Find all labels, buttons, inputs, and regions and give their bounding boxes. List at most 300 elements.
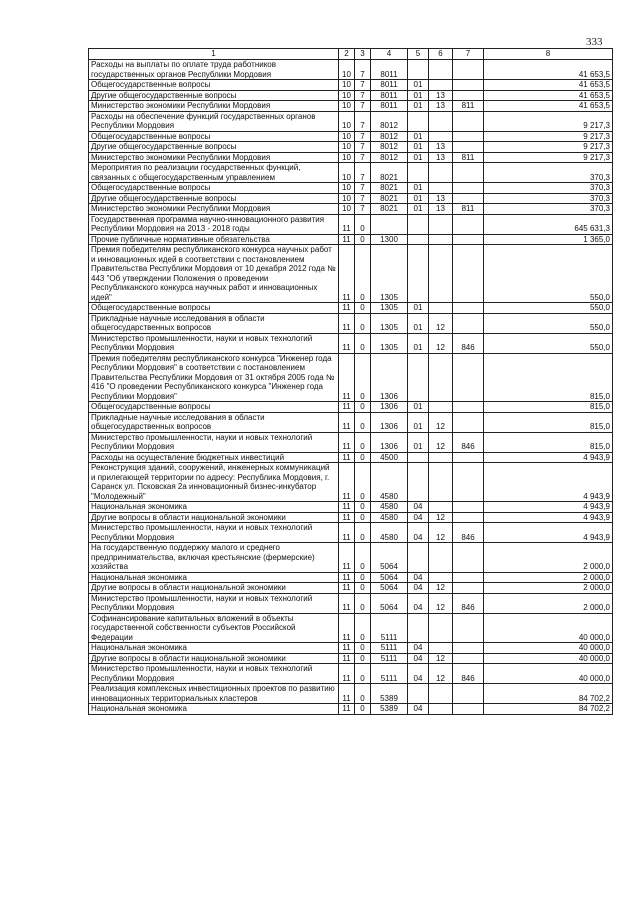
code-cell	[453, 111, 484, 131]
code-cell: 0	[355, 684, 371, 704]
code-cell: 11	[339, 333, 355, 353]
code-cell: 11	[339, 313, 355, 333]
code-cell: 811	[453, 101, 484, 112]
code-cell	[408, 214, 429, 234]
code-cell: 12	[429, 653, 453, 664]
column-header: 4	[371, 49, 408, 60]
code-cell	[408, 613, 429, 643]
amount-cell: 1 365,0	[484, 234, 613, 245]
code-cell: 13	[429, 193, 453, 204]
budget-table	[88, 48, 613, 715]
code-cell: 11	[339, 512, 355, 523]
amount-cell: 4 943,9	[484, 523, 613, 543]
code-cell	[453, 402, 484, 413]
row-name-cell: Другие вопросы в области национальной экономики	[89, 512, 339, 523]
table-row	[89, 402, 613, 413]
code-cell: 846	[453, 593, 484, 613]
code-cell	[453, 512, 484, 523]
code-cell: 0	[355, 523, 371, 543]
code-cell: 10	[339, 142, 355, 153]
code-cell	[371, 214, 408, 234]
code-cell	[408, 60, 429, 80]
code-cell: 8011	[371, 60, 408, 80]
code-cell: 11	[339, 214, 355, 234]
code-cell	[408, 163, 429, 183]
amount-cell: 2 000,0	[484, 593, 613, 613]
amount-cell: 2 000,0	[484, 572, 613, 583]
row-name-cell: Министерство экономики Республики Мордовия	[89, 152, 339, 163]
amount-cell: 41 653,5	[484, 101, 613, 112]
code-cell: 04	[408, 502, 429, 513]
code-cell: 8011	[371, 90, 408, 101]
table-row	[89, 142, 613, 153]
table-header-row	[89, 49, 613, 60]
code-cell: 01	[408, 412, 429, 432]
table-row	[89, 204, 613, 215]
row-name-cell: Расходы на осуществление бюджетных инвестиций	[89, 452, 339, 463]
amount-cell: 2 000,0	[484, 543, 613, 573]
code-cell	[429, 245, 453, 303]
code-cell	[453, 653, 484, 664]
code-cell: 0	[355, 543, 371, 573]
code-cell: 12	[429, 583, 453, 594]
code-cell: 11	[339, 245, 355, 303]
code-cell: 0	[355, 653, 371, 664]
code-cell	[453, 452, 484, 463]
amount-cell: 4 943,9	[484, 512, 613, 523]
row-name-cell: На государственную поддержку малого и среднего предпринимательства, включая крестьянские (фермерские) хозяйства	[89, 543, 339, 573]
code-cell	[429, 613, 453, 643]
row-name-cell: Расходы на обеспечение функций государственных органов Республики Мордовия	[89, 111, 339, 131]
code-cell: 4580	[371, 512, 408, 523]
code-cell: 846	[453, 523, 484, 543]
code-cell: 846	[453, 664, 484, 684]
code-cell: 11	[339, 704, 355, 715]
row-name-cell: Реализация комплексных инвестиционных проектов по развитию инновационных территориальных кластеров	[89, 684, 339, 704]
code-cell	[429, 463, 453, 502]
code-cell: 0	[355, 234, 371, 245]
row-name-cell: Государственная программа научно-инновационного развития Республики Мордовия на 2013 - 2018 годы	[89, 214, 339, 234]
amount-cell: 550,0	[484, 333, 613, 353]
column-header: 6	[429, 49, 453, 60]
code-cell: 10	[339, 101, 355, 112]
code-cell	[429, 214, 453, 234]
code-cell: 12	[429, 523, 453, 543]
column-header: 7	[453, 49, 484, 60]
code-cell: 12	[429, 664, 453, 684]
code-cell	[429, 163, 453, 183]
row-name-cell: Министерство экономики Республики Мордовия	[89, 204, 339, 215]
code-cell: 01	[408, 193, 429, 204]
table-row	[89, 572, 613, 583]
table-row	[89, 412, 613, 432]
code-cell	[429, 183, 453, 194]
code-cell	[408, 234, 429, 245]
code-cell: 5064	[371, 593, 408, 613]
row-name-cell: Премия победителям республиканского конкурса научных работ и инновационных идей в соответствии с постановлением Правительства Республики Мордовия от 10 декабря 2012 года № 443 "Об утверждении Положения о проведении Республиканского конкурса научных работ и инновационных идей"	[89, 245, 339, 303]
code-cell: 0	[355, 353, 371, 402]
code-cell: 5111	[371, 643, 408, 654]
code-cell: 8012	[371, 131, 408, 142]
code-cell: 11	[339, 463, 355, 502]
code-cell: 12	[429, 593, 453, 613]
code-cell: 11	[339, 684, 355, 704]
code-cell: 0	[355, 593, 371, 613]
code-cell: 4580	[371, 523, 408, 543]
code-cell: 04	[408, 572, 429, 583]
code-cell: 846	[453, 432, 484, 452]
row-name-cell: Прочие публичные нормативные обязательства	[89, 234, 339, 245]
amount-cell: 9 217,3	[484, 111, 613, 131]
code-cell: 1306	[371, 353, 408, 402]
code-cell	[453, 572, 484, 583]
table-row	[89, 613, 613, 643]
code-cell: 5389	[371, 704, 408, 715]
code-cell: 0	[355, 303, 371, 314]
code-cell: 04	[408, 583, 429, 594]
row-name-cell: Другие вопросы в области национальной экономики	[89, 583, 339, 594]
table-row	[89, 653, 613, 664]
table-row	[89, 452, 613, 463]
table-body	[89, 60, 613, 715]
code-cell: 04	[408, 643, 429, 654]
amount-cell: 4 943,9	[484, 463, 613, 502]
code-cell	[453, 234, 484, 245]
column-header: 8	[484, 49, 613, 60]
row-name-cell: Общегосударственные вопросы	[89, 131, 339, 142]
row-name-cell: Министерство промышленности, науки и новых технологий Республики Мордовия	[89, 523, 339, 543]
code-cell: 1306	[371, 432, 408, 452]
code-cell	[453, 303, 484, 314]
code-cell: 1305	[371, 303, 408, 314]
code-cell: 5064	[371, 583, 408, 594]
code-cell	[408, 463, 429, 502]
code-cell: 11	[339, 234, 355, 245]
table-row	[89, 60, 613, 80]
code-cell: 11	[339, 664, 355, 684]
code-cell: 04	[408, 664, 429, 684]
row-name-cell: Министерство промышленности, науки и новых технологий Республики Мордовия	[89, 593, 339, 613]
code-cell: 8021	[371, 204, 408, 215]
code-cell: 10	[339, 60, 355, 80]
amount-cell: 41 653,5	[484, 60, 613, 80]
amount-cell: 550,0	[484, 245, 613, 303]
row-name-cell: Национальная экономика	[89, 704, 339, 715]
code-cell: 811	[453, 152, 484, 163]
table-row	[89, 664, 613, 684]
table-row	[89, 353, 613, 402]
code-cell: 13	[429, 101, 453, 112]
code-cell	[453, 214, 484, 234]
code-cell: 0	[355, 613, 371, 643]
code-cell: 13	[429, 152, 453, 163]
code-cell: 01	[408, 152, 429, 163]
code-cell: 12	[429, 412, 453, 432]
amount-cell: 815,0	[484, 412, 613, 432]
code-cell	[429, 452, 453, 463]
code-cell: 5111	[371, 664, 408, 684]
table-row	[89, 90, 613, 101]
code-cell: 01	[408, 90, 429, 101]
code-cell: 01	[408, 303, 429, 314]
code-cell: 1305	[371, 333, 408, 353]
code-cell: 7	[355, 152, 371, 163]
amount-cell: 645 631,3	[484, 214, 613, 234]
row-name-cell: Софинансирование капитальных вложений в объекты государственной собственности субъектов Российской Федерации	[89, 613, 339, 643]
code-cell: 11	[339, 613, 355, 643]
code-cell: 1305	[371, 245, 408, 303]
amount-cell: 9 217,3	[484, 131, 613, 142]
amount-cell: 40 000,0	[484, 613, 613, 643]
code-cell	[408, 111, 429, 131]
code-cell: 5064	[371, 543, 408, 573]
amount-cell: 815,0	[484, 432, 613, 452]
table-row	[89, 152, 613, 163]
code-cell: 7	[355, 183, 371, 194]
amount-cell: 370,3	[484, 193, 613, 204]
code-cell: 04	[408, 523, 429, 543]
code-cell: 12	[429, 333, 453, 353]
row-name-cell: Расходы на выплаты по оплате труда работников государственных органов Республики Мордовия	[89, 60, 339, 80]
amount-cell: 815,0	[484, 353, 613, 402]
row-name-cell: Другие вопросы в области национальной экономики	[89, 653, 339, 664]
code-cell: 11	[339, 593, 355, 613]
code-cell: 5064	[371, 572, 408, 583]
amount-cell: 4 943,9	[484, 452, 613, 463]
table-row	[89, 214, 613, 234]
code-cell: 0	[355, 313, 371, 333]
code-cell	[429, 502, 453, 513]
code-cell: 10	[339, 131, 355, 142]
code-cell: 12	[429, 512, 453, 523]
code-cell: 11	[339, 432, 355, 452]
code-cell	[429, 131, 453, 142]
table-row	[89, 111, 613, 131]
amount-cell: 41 653,5	[484, 80, 613, 91]
code-cell: 11	[339, 502, 355, 513]
code-cell: 13	[429, 90, 453, 101]
amount-cell: 9 217,3	[484, 142, 613, 153]
code-cell: 10	[339, 152, 355, 163]
code-cell	[429, 303, 453, 314]
code-cell	[453, 463, 484, 502]
code-cell: 4580	[371, 463, 408, 502]
code-cell: 1306	[371, 412, 408, 432]
table-row	[89, 704, 613, 715]
code-cell	[453, 412, 484, 432]
table-row	[89, 512, 613, 523]
code-cell: 01	[408, 432, 429, 452]
code-cell: 10	[339, 193, 355, 204]
row-name-cell: Министерство промышленности, науки и новых технологий Республики Мордовия	[89, 432, 339, 452]
code-cell: 11	[339, 452, 355, 463]
code-cell: 11	[339, 303, 355, 314]
code-cell: 0	[355, 512, 371, 523]
code-cell: 11	[339, 572, 355, 583]
code-cell: 01	[408, 313, 429, 333]
code-cell: 11	[339, 543, 355, 573]
table-row	[89, 234, 613, 245]
code-cell	[453, 613, 484, 643]
code-cell: 04	[408, 704, 429, 715]
code-cell: 8012	[371, 152, 408, 163]
code-cell: 10	[339, 111, 355, 131]
code-cell: 7	[355, 142, 371, 153]
column-header: 2	[339, 49, 355, 60]
row-name-cell: Прикладные научные исследования в области общегосударственных вопросов	[89, 412, 339, 432]
code-cell: 8011	[371, 101, 408, 112]
code-cell: 11	[339, 643, 355, 654]
code-cell: 01	[408, 131, 429, 142]
table-row	[89, 80, 613, 91]
row-name-cell: Другие общегосударственные вопросы	[89, 90, 339, 101]
code-cell: 0	[355, 583, 371, 594]
code-cell: 0	[355, 402, 371, 413]
code-cell: 12	[429, 313, 453, 333]
code-cell: 11	[339, 353, 355, 402]
code-cell: 1306	[371, 402, 408, 413]
code-cell: 7	[355, 101, 371, 112]
code-cell	[408, 245, 429, 303]
code-cell	[429, 402, 453, 413]
column-header: 1	[89, 49, 339, 60]
amount-cell: 40 000,0	[484, 643, 613, 654]
code-cell	[453, 90, 484, 101]
row-name-cell: Премия победителям республиканского конкурса "Инженер года Республики Мордовия" в соответствии с постановлением Правительства Республики Мордовия от 31 октября 2005 года № 416 "О проведении Республиканского конкурса "Инженер года Республики Мордовия"	[89, 353, 339, 402]
code-cell: 01	[408, 333, 429, 353]
code-cell: 8021	[371, 163, 408, 183]
code-cell: 0	[355, 643, 371, 654]
code-cell	[453, 80, 484, 91]
code-cell	[408, 452, 429, 463]
row-name-cell: Национальная экономика	[89, 643, 339, 654]
table-row	[89, 245, 613, 303]
code-cell	[453, 704, 484, 715]
table-row	[89, 313, 613, 333]
code-cell: 10	[339, 204, 355, 215]
amount-cell: 84 702,2	[484, 704, 613, 715]
code-cell: 0	[355, 502, 371, 513]
code-cell	[453, 163, 484, 183]
code-cell: 4580	[371, 502, 408, 513]
code-cell: 0	[355, 245, 371, 303]
code-cell: 7	[355, 60, 371, 80]
code-cell: 7	[355, 204, 371, 215]
amount-cell: 40 000,0	[484, 653, 613, 664]
code-cell	[453, 183, 484, 194]
code-cell: 11	[339, 523, 355, 543]
row-name-cell: Национальная экономика	[89, 572, 339, 583]
code-cell: 0	[355, 214, 371, 234]
table-row	[89, 101, 613, 112]
code-cell: 0	[355, 572, 371, 583]
table-row	[89, 593, 613, 613]
code-cell: 7	[355, 111, 371, 131]
row-name-cell: Общегосударственные вопросы	[89, 80, 339, 91]
code-cell: 10	[339, 183, 355, 194]
code-cell: 10	[339, 163, 355, 183]
row-name-cell: Другие общегосударственные вопросы	[89, 142, 339, 153]
code-cell	[453, 245, 484, 303]
amount-cell: 550,0	[484, 313, 613, 333]
code-cell: 5111	[371, 653, 408, 664]
code-cell: 7	[355, 163, 371, 183]
code-cell: 5111	[371, 613, 408, 643]
code-cell: 13	[429, 204, 453, 215]
amount-cell: 41 653,5	[484, 90, 613, 101]
table-row	[89, 463, 613, 502]
code-cell	[429, 643, 453, 654]
code-cell	[408, 543, 429, 573]
column-header: 5	[408, 49, 429, 60]
table-row	[89, 684, 613, 704]
code-cell: 0	[355, 333, 371, 353]
code-cell: 0	[355, 463, 371, 502]
code-cell	[429, 704, 453, 715]
row-name-cell: Мероприятия по реализации государственных функций, связанных с общегосударственным управлением	[89, 163, 339, 183]
amount-cell: 370,3	[484, 183, 613, 194]
row-name-cell: Национальная экономика	[89, 502, 339, 513]
code-cell: 7	[355, 193, 371, 204]
row-name-cell: Другие общегосударственные вопросы	[89, 193, 339, 204]
code-cell: 846	[453, 333, 484, 353]
code-cell: 5389	[371, 684, 408, 704]
code-cell	[453, 193, 484, 204]
code-cell: 01	[408, 101, 429, 112]
code-cell	[453, 131, 484, 142]
amount-cell: 370,3	[484, 204, 613, 215]
amount-cell: 370,3	[484, 163, 613, 183]
amount-cell: 2 000,0	[484, 583, 613, 594]
code-cell	[453, 313, 484, 333]
code-cell: 04	[408, 512, 429, 523]
code-cell: 11	[339, 412, 355, 432]
code-cell	[453, 142, 484, 153]
table-row	[89, 543, 613, 573]
code-cell	[429, 543, 453, 573]
code-cell	[429, 60, 453, 80]
code-cell: 11	[339, 653, 355, 664]
table-row	[89, 183, 613, 194]
code-cell: 811	[453, 204, 484, 215]
code-cell	[453, 583, 484, 594]
amount-cell: 815,0	[484, 402, 613, 413]
code-cell	[429, 353, 453, 402]
code-cell: 11	[339, 402, 355, 413]
code-cell: 8012	[371, 111, 408, 131]
column-header: 3	[355, 49, 371, 60]
code-cell	[429, 684, 453, 704]
code-cell	[453, 60, 484, 80]
code-cell: 8011	[371, 80, 408, 91]
row-name-cell: Министерство промышленности, науки и новых технологий Республики Мордовия	[89, 664, 339, 684]
code-cell: 0	[355, 432, 371, 452]
code-cell	[408, 684, 429, 704]
code-cell: 01	[408, 204, 429, 215]
row-name-cell: Реконструкция зданий, сооружений, инженерных коммуникаций и прилегающей территории по адресу: Республика Мордовия, г. Саранск ул. Псковская 2а инновационный бизнес-инкубатор "Молодежный"	[89, 463, 339, 502]
row-name-cell: Министерство промышленности, науки и новых технологий Республики Мордовия	[89, 333, 339, 353]
code-cell: 7	[355, 80, 371, 91]
code-cell: 0	[355, 664, 371, 684]
amount-cell: 40 000,0	[484, 664, 613, 684]
code-cell: 01	[408, 80, 429, 91]
code-cell: 01	[408, 402, 429, 413]
code-cell: 01	[408, 142, 429, 153]
code-cell	[453, 543, 484, 573]
table-row	[89, 523, 613, 543]
amount-cell: 9 217,3	[484, 152, 613, 163]
row-name-cell: Министерство экономики Республики Мордовия	[89, 101, 339, 112]
